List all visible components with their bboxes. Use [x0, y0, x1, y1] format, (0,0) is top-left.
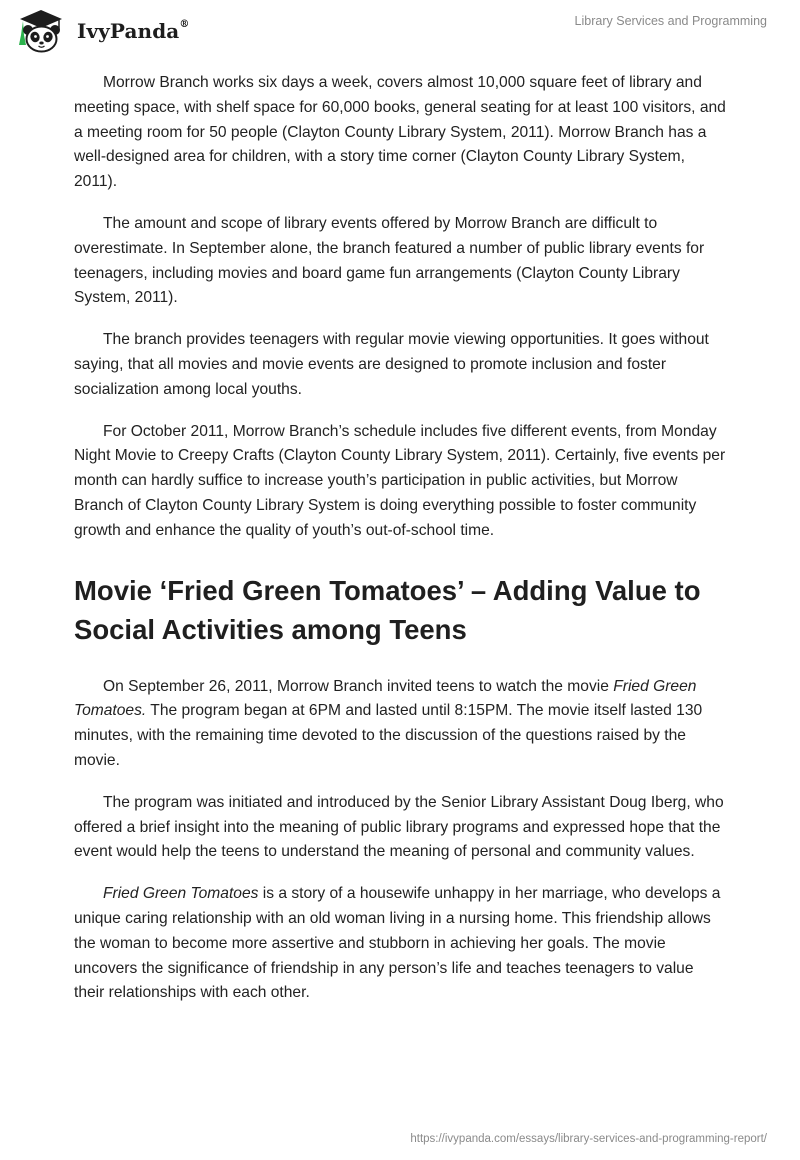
ivypanda-logo[interactable]: [14, 8, 189, 54]
document-title: Library Services and Programming: [574, 14, 767, 28]
brand-name: IvyPanda®: [77, 19, 190, 43]
article-body: [74, 71, 728, 1023]
paragraph-movie-event: On September 26, 2011, Morrow Branch invited teens to watch the movie Fried Green Tomatoes. The program began at 6PM and lasted until 8:15PM. The movie itself lasted 130 minutes, with the remaining time devoted to the discussion of the questions raised by the movie.: [74, 677, 703, 769]
page-header: [0, 0, 800, 66]
paragraph-movie-story: Fried Green Tomatoes is a story of a housewife unhappy in her marriage, who develops a unique caring relationship with an old woman living in a nursing home. This friendship allows the woman to become more assertive and stubborn in achieving her goals. The movie uncovers the significance of friendship in any person’s life and teaches teenagers to value their relationships with each other.: [74, 885, 721, 1002]
paragraph-library-events: The amount and scope of library events offered by Morrow Branch are difficult to overestimate. In September alone, the branch featured a number of public library events for teenagers, including movies and board game fun arrangements (Clayton County Library System, 2011).: [74, 214, 705, 307]
paragraph-branch-facilities: Morrow Branch works six days a week, covers almost 10,000 square feet of library and meeting space, with shelf space for 60,000 books, general seating for at least 100 visitors, and a meeting room for 50 people (Clayton County Library System, 2011). Morrow Branch has a well-designed area for children, with a story time corner (Clayton County Library System, 2011).: [74, 74, 726, 191]
registered-mark: ®: [179, 19, 190, 31]
source-url-link[interactable]: https://ivypanda.com/essays/library-services-and-programming-report/: [410, 1133, 767, 1145]
paragraph-movie-opportunities: The branch provides teenagers with regular movie viewing opportunities. It goes without saying, that all movies and movie events are designed to promote inclusion and foster socialization among local youths.: [74, 331, 709, 398]
movie-title-italic: Fried Green Tomatoes.: [74, 677, 697, 720]
paragraph-program-intro: The program was initiated and introduced by the Senior Library Assistant Doug Iberg, who offered a brief insight into the meaning of public library programs and expressed hope that the event would help the teens to understand the meaning of personal and community values.: [74, 793, 724, 861]
panda-graduate-icon: [14, 8, 72, 54]
paragraph-october-schedule: For October 2011, Morrow Branch’s schedule includes five different events, from Monday Night Movie to Creepy Crafts (Clayton County Library System, 2011). Certainly, five events per month can hardly suffice to increase youth’s participation in public activities, but Morrow Branch of Clayton County Library System is doing everything possible to foster community growth and enhance the quality of youth’s out-of-school time.: [74, 422, 726, 539]
movie-title-italic: Fried Green Tomatoes: [103, 885, 259, 903]
section-heading: Movie ‘Fried Green Tomatoes’ – Adding Value to Social Activities among Teens: [74, 574, 701, 646]
